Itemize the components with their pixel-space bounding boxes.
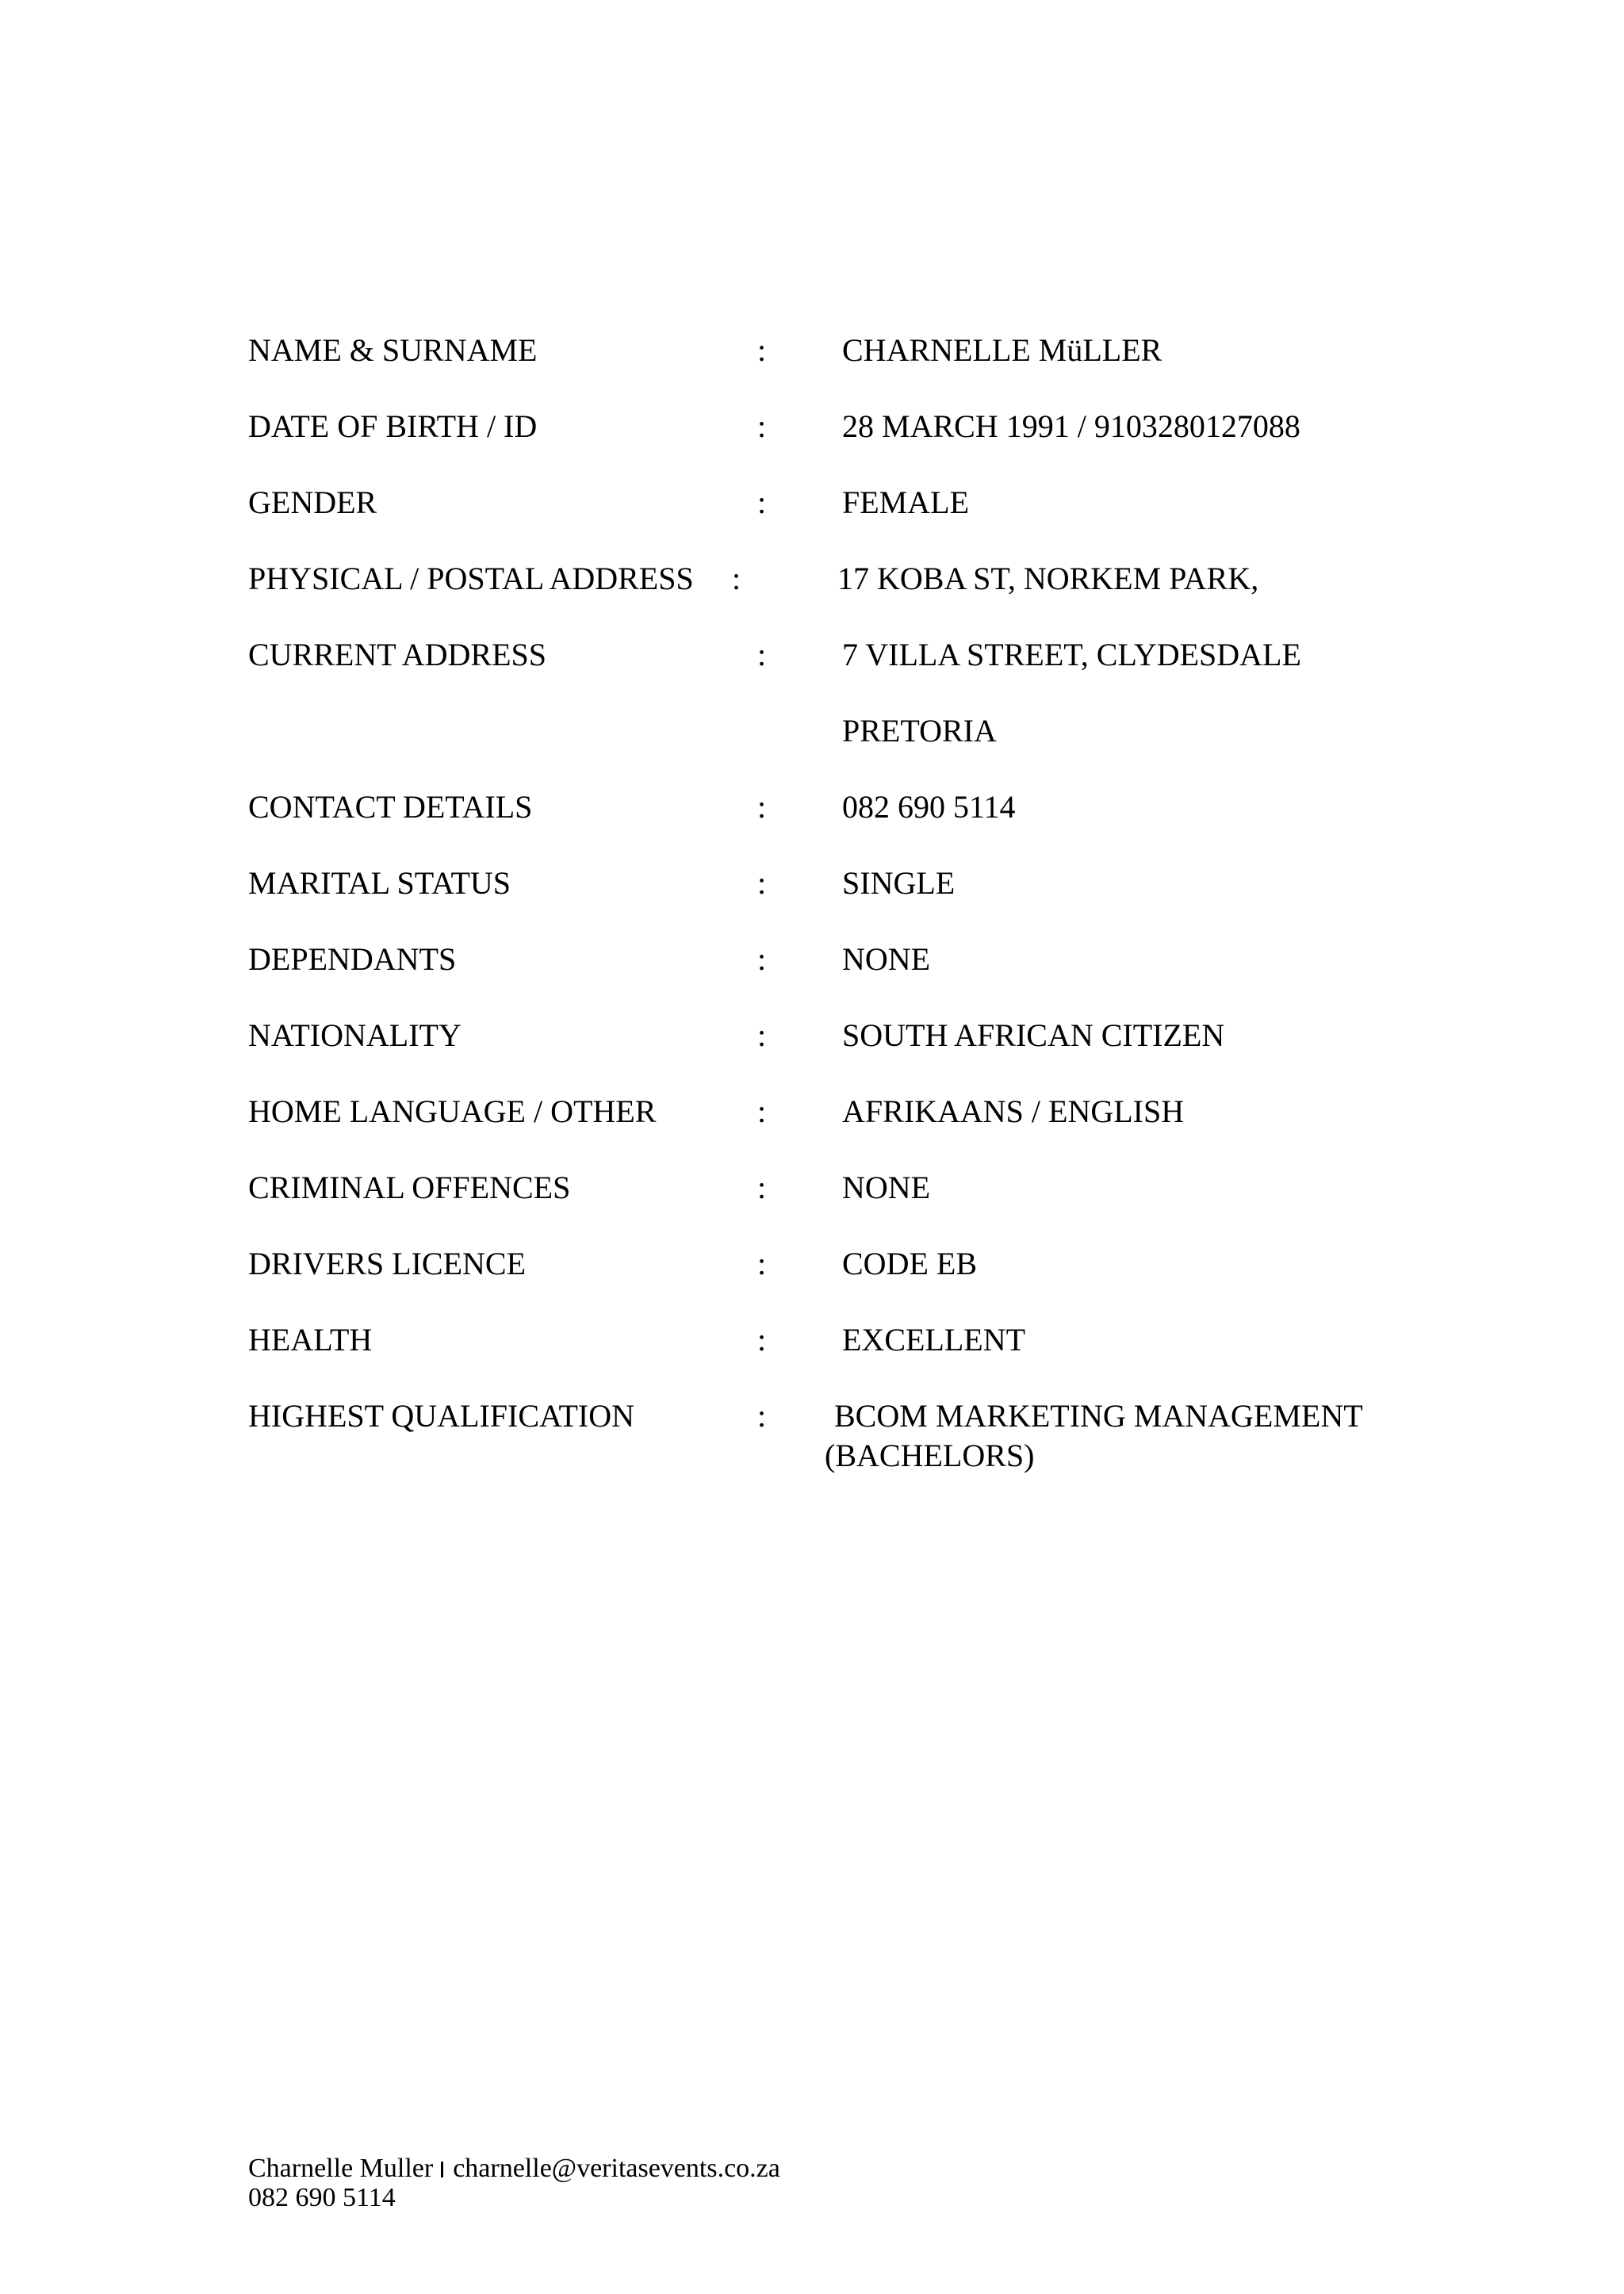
detail-value: SINGLE	[842, 865, 956, 901]
detail-row-date-of-birth	[248, 405, 1438, 481]
detail-value: CODE EB	[842, 1246, 977, 1281]
detail-row-highest-qualification	[248, 1395, 1438, 1471]
detail-row-dependants	[248, 938, 1438, 1014]
detail-row-criminal-offences	[248, 1166, 1438, 1243]
detail-colon: :	[757, 1170, 767, 1205]
footer-separator	[441, 2162, 443, 2177]
detail-colon: :	[757, 484, 767, 520]
detail-colon: :	[757, 789, 767, 825]
detail-value: 28 MARCH 1991 / 9103280127088	[842, 408, 1300, 444]
detail-value: BCOM MARKETING MANAGEMENT	[834, 1398, 1363, 1434]
detail-label: DATE OF BIRTH / ID	[248, 408, 538, 444]
detail-value-continued: (BACHELORS)	[825, 1438, 1035, 1473]
detail-row-name	[248, 329, 1438, 405]
detail-value: PRETORIA	[842, 713, 997, 749]
detail-label: HIGHEST QUALIFICATION	[248, 1398, 635, 1434]
detail-value: FEMALE	[842, 484, 969, 520]
detail-label: NAME & SURNAME	[248, 332, 538, 368]
detail-label: CURRENT ADDRESS	[248, 637, 547, 672]
detail-colon: :	[757, 1093, 767, 1129]
footer-email: charnelle@veritasevents.co.za	[453, 2154, 780, 2183]
detail-label: PHYSICAL / POSTAL ADDRESS	[248, 561, 694, 596]
detail-colon: :	[757, 1246, 767, 1281]
detail-label: HEALTH	[248, 1322, 373, 1358]
detail-value: 17 KOBA ST, NORKEM PARK,	[837, 561, 1259, 596]
detail-colon: :	[757, 865, 767, 901]
detail-row-contact-details	[248, 786, 1438, 862]
detail-row-marital-status	[248, 862, 1438, 938]
detail-label: MARITAL STATUS	[248, 865, 511, 901]
detail-row-drivers-licence	[248, 1243, 1438, 1319]
detail-row-gender	[248, 481, 1438, 557]
page-footer	[248, 2154, 780, 2212]
detail-label: NATIONALITY	[248, 1017, 462, 1053]
detail-value: AFRIKAANS / ENGLISH	[842, 1093, 1185, 1129]
detail-colon: :	[757, 408, 767, 444]
detail-value: 7 VILLA STREET, CLYDESDALE	[842, 637, 1301, 672]
detail-value: SOUTH AFRICAN CITIZEN	[842, 1017, 1225, 1053]
footer-name: Charnelle Muller	[248, 2154, 434, 2183]
detail-colon: :	[757, 332, 767, 368]
detail-label: GENDER	[248, 484, 377, 520]
detail-label: CONTACT DETAILS	[248, 789, 533, 825]
footer-phone: 082 690 5114	[248, 2183, 396, 2212]
detail-row-nationality	[248, 1014, 1438, 1090]
detail-row-health	[248, 1319, 1438, 1395]
detail-colon: :	[757, 1398, 767, 1434]
detail-label: HOME LANGUAGE / OTHER	[248, 1093, 657, 1129]
detail-row-current-address	[248, 634, 1438, 710]
detail-colon: :	[732, 561, 741, 596]
detail-value: NONE	[842, 1170, 931, 1205]
detail-colon: :	[757, 1322, 767, 1358]
footer-line-1	[248, 2154, 780, 2183]
detail-colon: :	[757, 637, 767, 672]
detail-row-physical-address	[248, 557, 1438, 634]
detail-colon: :	[757, 1017, 767, 1053]
detail-label: DEPENDANTS	[248, 941, 457, 977]
detail-row-home-language	[248, 1090, 1438, 1166]
detail-value: NONE	[842, 941, 931, 977]
detail-label: DRIVERS LICENCE	[248, 1246, 526, 1281]
detail-label: CRIMINAL OFFENCES	[248, 1170, 571, 1205]
detail-value: EXCELLENT	[842, 1322, 1026, 1358]
personal-details-list	[248, 329, 1438, 1471]
detail-colon: :	[757, 941, 767, 977]
detail-value: 082 690 5114	[842, 789, 1016, 825]
detail-value: CHARNELLE MüLLER	[842, 332, 1162, 368]
detail-row-address-city	[248, 710, 1438, 786]
